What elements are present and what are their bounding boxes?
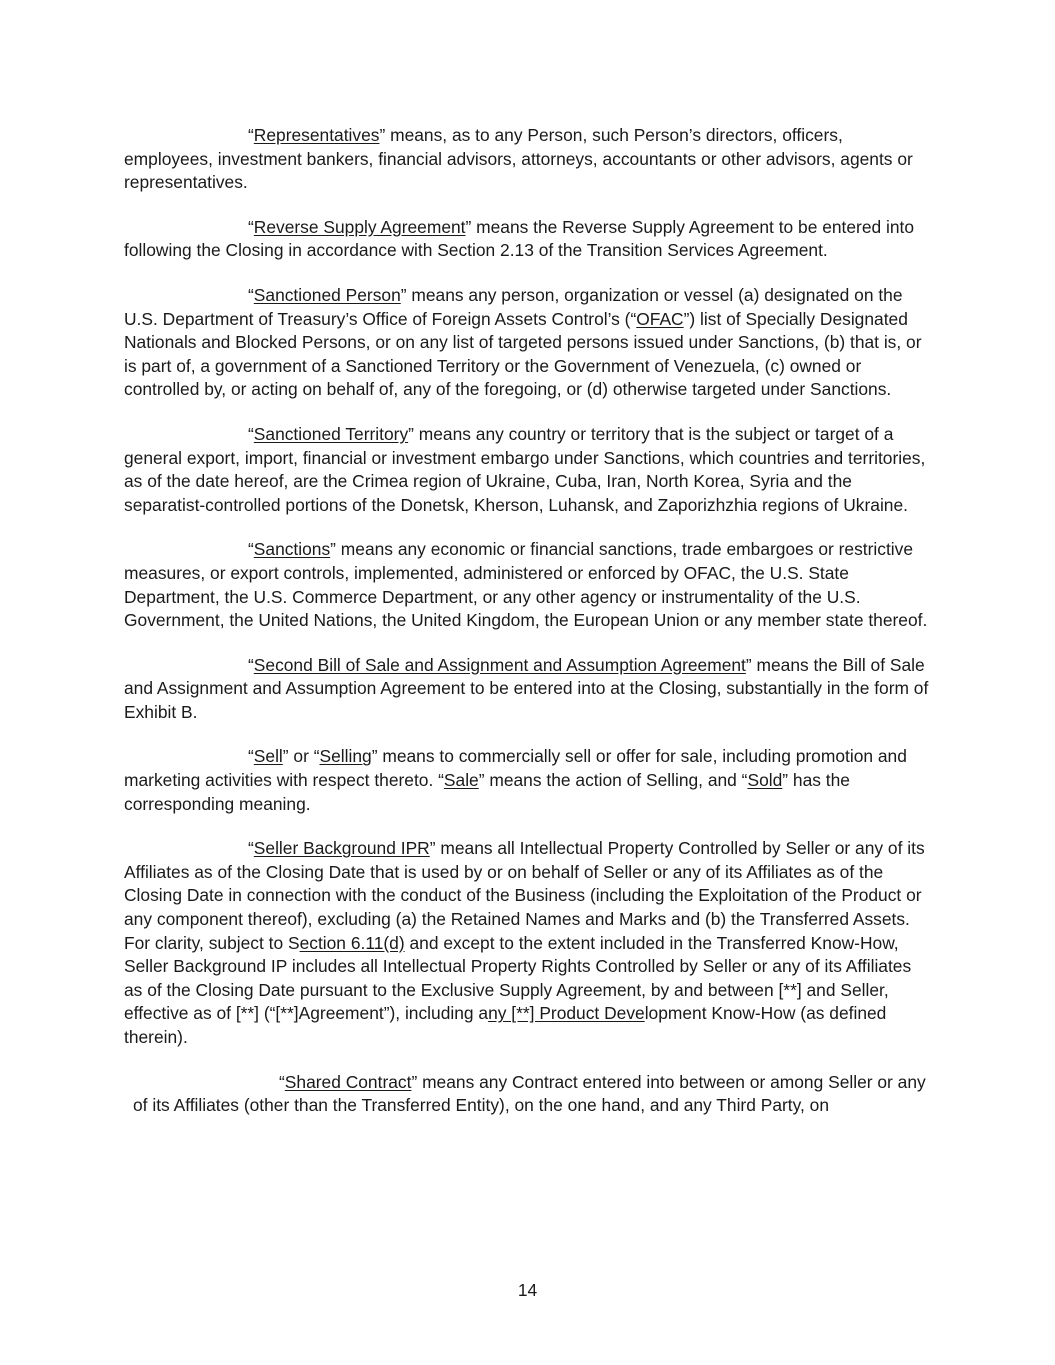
close-quote: ”	[282, 746, 289, 767]
close-quote: ”	[400, 284, 407, 305]
definition-representatives	[124, 124, 932, 195]
defined-term-sanctions: Sanctions	[253, 539, 331, 560]
close-quote: ”	[408, 423, 414, 444]
defined-term-representatives: Representatives	[253, 125, 380, 145]
close-quote: ”	[330, 539, 336, 560]
definition-text: and except to the extent included in the Transferred Know-How, Seller Background IP includes all Intellectual Property Rights Controlled by Seller or any of its Affiliates as of the Closing Date pursuant to the Exclusive Supply Agreement, by and between [**] and Seller, effective as of [**] (“[**]Agreement”), including a	[124, 932, 912, 1024]
definition-second-bill-of-sale	[124, 654, 932, 725]
definition-text: means any economic or financial sanctions, trade embargoes or restrictive measures, or export controls, implemented, administered or enforced by OFAC, the U.S. State Department, the U.S. Commerce Department, or any other agency or instrumentality of the U.S. Government, the United Nations, the United Kingdom, the European Union or any member state thereof.	[124, 539, 928, 631]
page-number: 14	[517, 1280, 538, 1300]
defined-term-shared-contract: Shared Contract	[284, 1071, 412, 1092]
definition-text: means any Contract entered into between or among Seller or any of its Affiliates (other than the Transferred Entity), on the one hand, and any Third Party, on	[133, 1071, 926, 1116]
definition-text: means the Reverse Supply Agreement to be entered into following the Closing in accordance with Section 2.13 of the Transition Services Agreement.	[124, 216, 915, 261]
redacted-reference: ny [**] Product Deve	[488, 1003, 645, 1024]
defined-term-selling: Selling	[319, 746, 372, 767]
definition-text: means the Bill of Sale and Assignment and Assumption Agreement to be entered into at the Closing, substantially in the form of Exhibit B.	[124, 654, 929, 722]
defined-term-sanctioned-person: Sanctioned Person	[253, 284, 401, 305]
definition-sell	[124, 745, 932, 816]
definition-text: ”) list of Specially Designated Nationals and Blocked Persons, or on any list of targeted persons issued under Sanctions, (b) that is, or is part of, a government of a Sanctioned Territory or the Government of Venezuela, (c) owned or controlled by, or acting on behalf of, any of the foregoing, or (d) otherwise targeted under Sanctions.	[124, 308, 922, 400]
defined-term-seller-background-ipr: Seller Background IPR	[253, 838, 430, 859]
definition-sanctioned-territory	[124, 423, 932, 517]
definition-text: means any country or territory that is the subject or target of a general export, import, financial or investment embargo under Sanctions, which countries and territories, as of the date hereof, are the Crimea region of Ukraine, Cuba, Iran, North Korea, Syria and the separatist-controlled portions of the Donetsk, Kherson, Luhansk, and Zaporizhzhia regions of Ukraine.	[124, 423, 926, 515]
definition-text: means all Intellectual Property Controlled by Seller or any of its Affiliates as of the Closing Date that is used by or on behalf of Seller or any of its Affiliates as of the Closing Date in connection with the conduct of the Business (including the Exploitation of the Product or any component thereof), excluding (a) the Retained Names and Marks and (b) the Transferred Assets. For clarity, subject to S	[124, 838, 925, 953]
defined-term-second-bill-of-sale: Second Bill of Sale and Assignment and Assumption Agreement	[253, 654, 746, 675]
document-page	[124, 124, 932, 1139]
definition-text: ” has the corresponding meaning.	[124, 770, 850, 814]
close-quote: ”	[411, 1071, 418, 1092]
definition-sanctioned-person	[124, 284, 932, 402]
open-quote: “	[279, 1071, 285, 1092]
close-quote: ”	[745, 654, 752, 675]
definition-text: lopment Know-How (as defined therein).	[124, 1003, 887, 1047]
open-quote: “	[248, 654, 254, 675]
definition-text: ” means to commercially sell or offer for sale, including promotion and marketing activities with respect thereto. “	[124, 746, 907, 791]
close-quote: ”	[429, 838, 436, 859]
definition-seller-background-ipr	[124, 837, 932, 1049]
definition-text: ” means the action of Selling, and “	[478, 770, 748, 791]
open-quote: “	[248, 216, 254, 237]
defined-term-reverse-supply-agreement: Reverse Supply Agreement	[253, 216, 466, 237]
defined-term-sanctioned-territory: Sanctioned Territory	[253, 423, 409, 444]
close-quote: ”	[379, 125, 386, 145]
definition-text: or “	[288, 746, 320, 767]
definition-text: means any person, organization or vessel (a) designated on the U.S. Department of Treasury’s Office of Foreign Assets Control’s (“	[124, 284, 903, 329]
open-quote: “	[248, 746, 254, 767]
definition-sanctions	[124, 538, 932, 632]
definition-reverse-supply-agreement	[124, 216, 932, 263]
open-quote: “	[248, 838, 254, 859]
definition-text: means, as to any Person, such Person’s directors, officers, employees, investment bankers, financial advisors, attorneys, accountants or other advisors, agents or representatives.	[124, 125, 913, 193]
open-quote: “	[248, 125, 254, 145]
defined-term-sell: Sell	[253, 746, 283, 767]
open-quote: “	[248, 423, 254, 444]
defined-term-sale: Sale	[443, 770, 479, 791]
defined-term-ofac: OFAC	[636, 308, 684, 329]
defined-term-sold: Sold	[747, 770, 783, 791]
close-quote: ”	[465, 216, 472, 237]
section-reference: ection 6.11(d)	[299, 932, 405, 953]
open-quote: “	[248, 284, 254, 305]
open-quote: “	[248, 539, 254, 560]
definition-shared-contract	[133, 1071, 932, 1118]
